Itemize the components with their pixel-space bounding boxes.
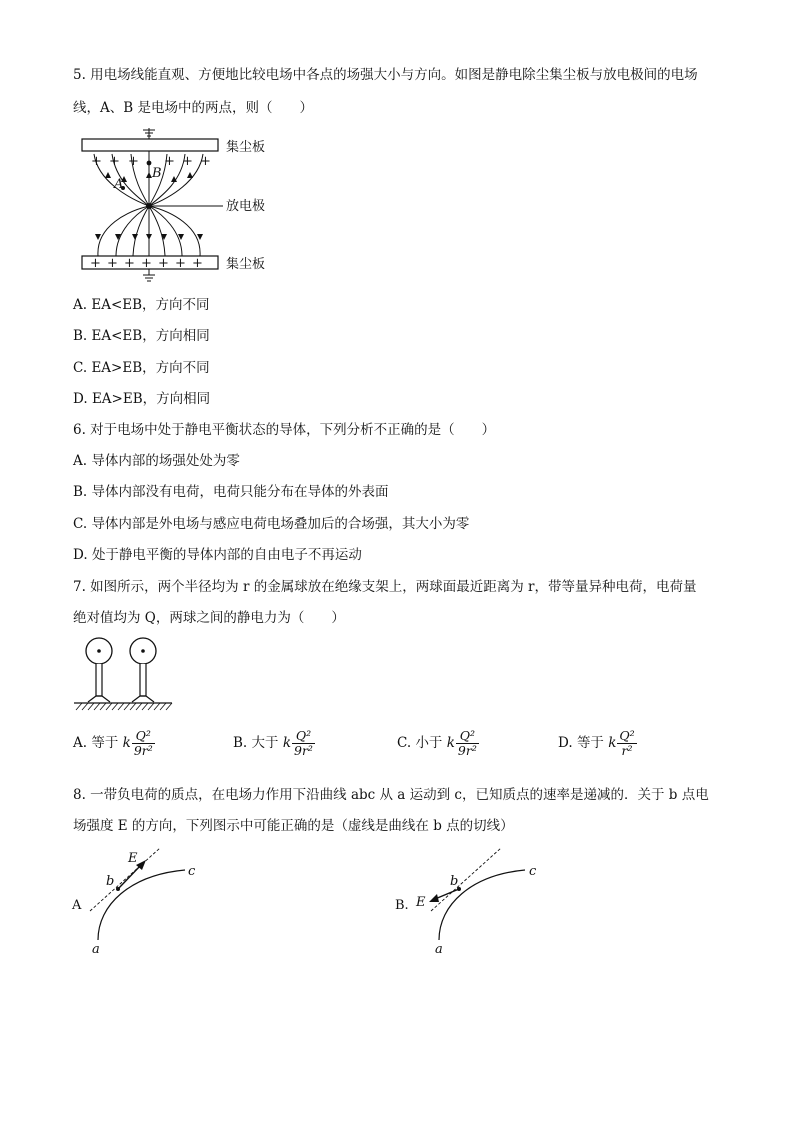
option-letter: A. xyxy=(73,453,88,469)
q6-option-c[interactable] xyxy=(73,515,469,533)
q8-a-label-a: a xyxy=(92,942,100,957)
q5-plus: + xyxy=(192,256,203,271)
q7-figure xyxy=(72,636,177,714)
option-letter: D. xyxy=(73,547,88,563)
option-letter: D. xyxy=(558,735,573,751)
option-letter: B. xyxy=(73,328,88,344)
q5-plus: + xyxy=(164,154,175,169)
q6-stem: 6. 对于电场中处于静电平衡状态的导体，下列分析不正确的是（ ） xyxy=(73,422,496,438)
q5-plus: + xyxy=(141,256,152,271)
q7-option-d[interactable] xyxy=(558,729,637,758)
q5-option-b[interactable] xyxy=(73,327,210,345)
option-letter: A. xyxy=(73,735,88,751)
q5-electrode-label: 放电极 xyxy=(226,199,266,214)
option-text: EA<EB，方向不同 xyxy=(91,297,210,313)
q5-plus: + xyxy=(158,256,169,271)
q8-b-tangent xyxy=(431,848,501,911)
q7-option-c[interactable] xyxy=(397,729,479,758)
q5-point-b-dot xyxy=(147,161,152,166)
q6-option-d[interactable] xyxy=(73,546,362,564)
option-fraction: $\frac{\text{Q²}}{\text{9r²}}$ xyxy=(133,728,153,758)
q5-plus: + xyxy=(175,256,186,271)
q5-point-b-label: B xyxy=(152,166,162,181)
q5-stem-line2: 线，A、B 是电场中的两点，则（ ） xyxy=(73,100,313,116)
q5-top-plate xyxy=(82,139,218,151)
q5-plus: + xyxy=(107,256,118,271)
q7-option-b[interactable] xyxy=(233,729,315,758)
q8-b-e-arrow xyxy=(435,889,459,899)
q5-ground-top xyxy=(143,128,155,139)
q8-stem-line1: 8. 一带负电荷的质点，在电场力作用下沿曲线 abc 从 a 运动到 c，已知质点的速率是递减的．关于 b 点电 xyxy=(73,787,709,803)
q5-plus: + xyxy=(90,256,101,271)
option-text: 小于 xyxy=(415,735,443,751)
q8-a-label-b: b xyxy=(106,874,115,889)
option-fraction: $\frac{\text{Q²}}{\text{r²}}$ xyxy=(619,728,635,758)
q5-option-a[interactable] xyxy=(73,296,210,314)
option-letter: C. xyxy=(73,360,88,376)
q5-plus: + xyxy=(182,154,193,169)
q6-option-a[interactable] xyxy=(73,452,240,470)
stand-right xyxy=(140,664,146,696)
q5-point-a-label: A xyxy=(114,177,124,192)
q5-top-plus-row xyxy=(91,154,211,169)
option-text: 处于静电平衡的导体内部的自由电子不再运动 xyxy=(91,547,362,563)
stand-left xyxy=(96,664,102,696)
option-letter: B. xyxy=(233,735,248,751)
q5-stem-line1: 5. 用电场线能直观、方便地比较电场中各点的场强大小与方向。如图是静电除尘集尘板与放电极间的电场 xyxy=(73,67,698,83)
option-text: EA<EB，方向相同 xyxy=(91,328,210,344)
q6-option-b[interactable] xyxy=(73,483,389,501)
q5-option-d[interactable] xyxy=(73,390,210,408)
q5-figure xyxy=(78,126,318,281)
q5-plus: + xyxy=(124,256,135,271)
q8-figure-b[interactable] xyxy=(395,845,555,960)
q7-option-a[interactable] xyxy=(73,729,155,758)
q5-top-plate-label: 集尘板 xyxy=(226,140,266,155)
q5-plus: + xyxy=(128,154,139,169)
q8-figure-a[interactable] xyxy=(70,845,210,960)
option-text: 导体内部的场强处处为零 xyxy=(91,453,240,469)
option-k: k xyxy=(608,735,617,751)
q5-plus: + xyxy=(200,154,211,169)
q8-figure-b-letter: B. xyxy=(395,898,409,913)
q5-plus: + xyxy=(91,154,102,169)
q8-b-label-a: a xyxy=(435,942,443,957)
option-letter: D. xyxy=(73,391,88,407)
q8-b-label-c: c xyxy=(529,864,537,879)
q8-a-tangent xyxy=(90,848,160,911)
q5-bottom-plate-label: 集尘板 xyxy=(226,257,266,272)
q8-a-label-c: c xyxy=(188,864,196,879)
option-text: 大于 xyxy=(251,735,279,751)
q7-stem-line2: 绝对值均为 Q，两球之间的静电力为（ ） xyxy=(73,610,345,626)
option-k: k xyxy=(282,735,291,751)
option-text: 等于 xyxy=(576,735,604,751)
q8-b-e-arrowhead xyxy=(429,894,439,902)
option-k: k xyxy=(446,735,455,751)
option-letter: C. xyxy=(397,735,412,751)
option-fraction: $\frac{\text{Q²}}{\text{9r²}}$ xyxy=(294,728,313,758)
q8-a-label-e: E xyxy=(128,851,138,866)
q5-option-c[interactable] xyxy=(73,359,210,377)
q8-a-e-arrow xyxy=(118,865,141,889)
option-text: EA>EB，方向相同 xyxy=(91,391,211,407)
option-letter: C. xyxy=(73,516,88,532)
option-text: 导体内部是外电场与感应电荷电场叠加后的合场强，其大小为零 xyxy=(91,516,470,532)
base-hatch xyxy=(76,703,172,710)
option-k: k xyxy=(122,735,131,751)
q5-field-lines-bottom xyxy=(95,206,203,256)
q7-stem-line1: 7. 如图所示，两个半径均为 r 的金属球放在绝缘支架上，两球面最近距离为 r，带等量异种电荷，电荷量 xyxy=(73,579,697,595)
q8-b-label-b: b xyxy=(450,874,459,889)
option-letter: B. xyxy=(73,484,88,500)
option-text: 等于 xyxy=(91,735,119,751)
option-text: EA>EB，方向不同 xyxy=(91,360,210,376)
q8-figure-a-letter: A xyxy=(72,898,82,913)
q5-plus: + xyxy=(109,154,120,169)
q8-stem-line2: 场强度 E 的方向，下列图示中可能正确的是（虚线是曲线在 b 点的切线） xyxy=(73,818,514,834)
option-letter: A. xyxy=(73,297,88,313)
q8-b-label-e: E xyxy=(416,895,426,910)
option-fraction: $\frac{\text{Q²}}{\text{9r²}}$ xyxy=(457,728,477,758)
option-text: 导体内部没有电荷，电荷只能分布在导体的外表面 xyxy=(91,484,389,500)
